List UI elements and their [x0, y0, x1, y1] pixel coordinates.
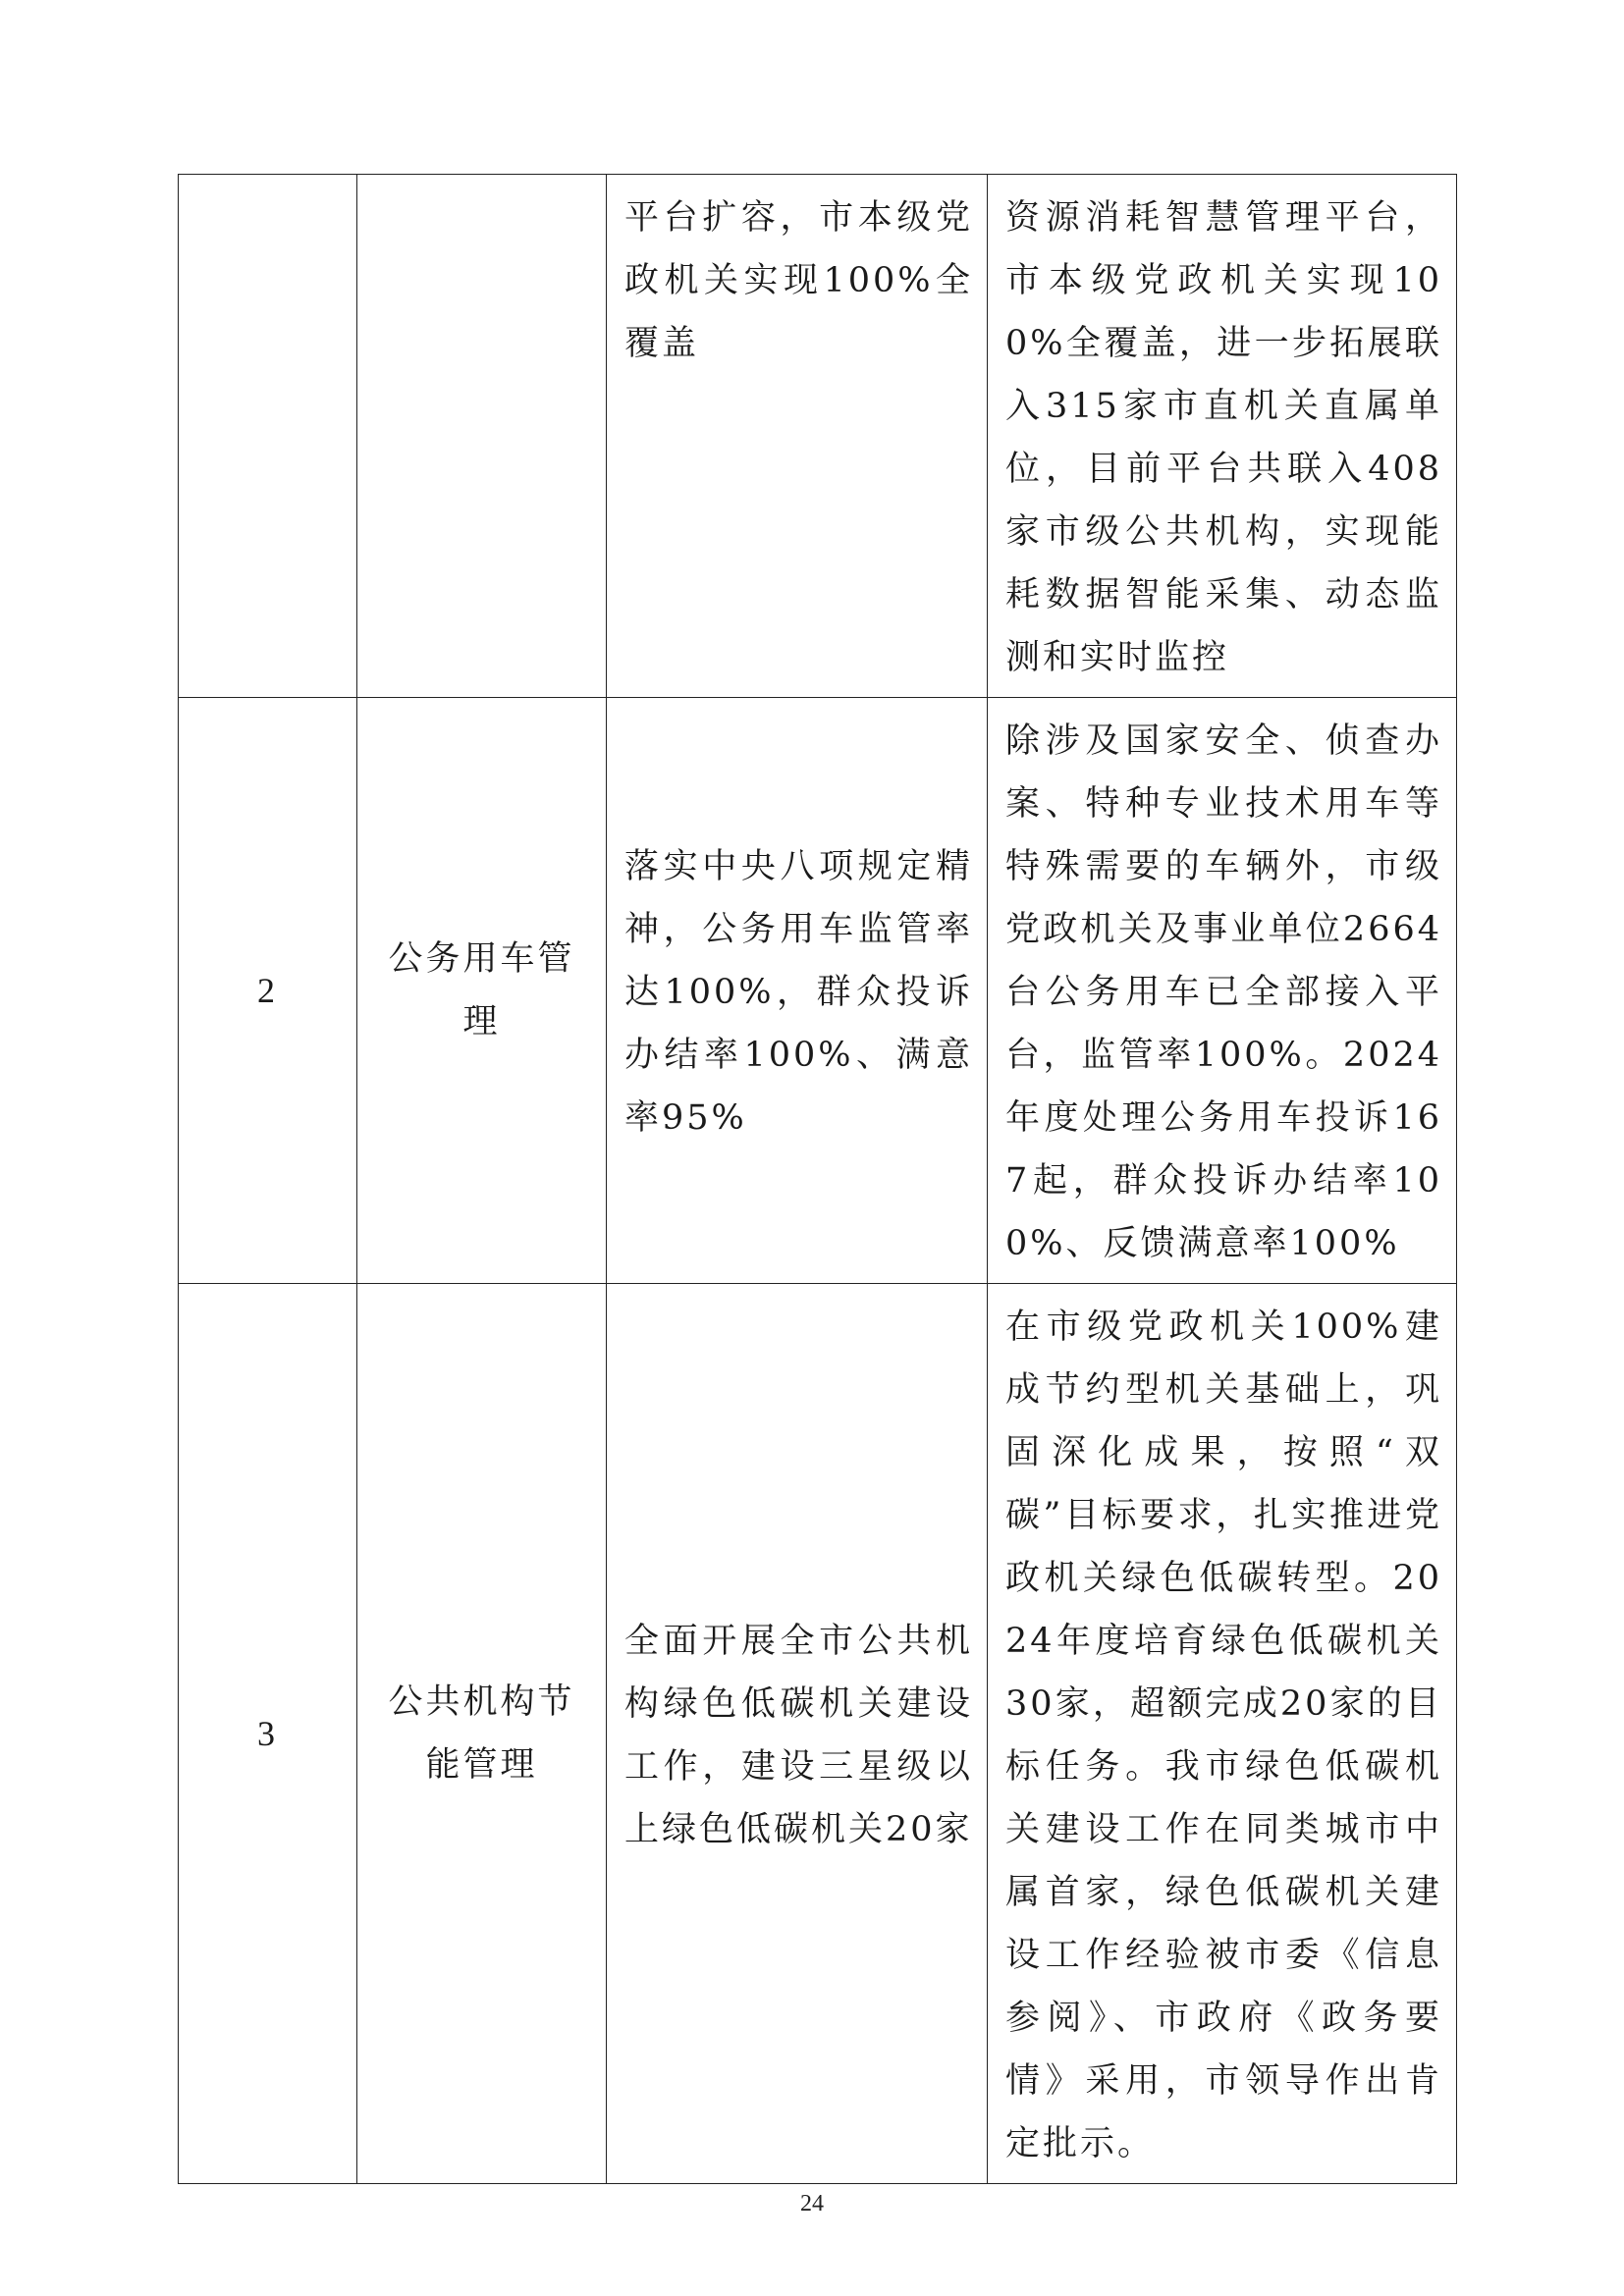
row-item [357, 175, 607, 698]
row-goal: 全面开展全市公共机构绿色低碳机关建设工作，建设三星级以上绿色低碳机关20家 [607, 1284, 988, 2184]
row-number: 3 [179, 1284, 357, 2184]
row-result: 资源消耗智慧管理平台，市本级党政机关实现100%全覆盖，进一步拓展联入315家市直机关直属单位，目前平台共联入408家市级公共机构，实现能耗数据智能采集、动态监测和实时监控 [988, 175, 1457, 698]
row-result: 除涉及国家安全、侦查办案、特种专业技术用车等特殊需要的车辆外，市级党政机关及事业单位2664台公务用车已全部接入平台，监管率100%。2024年度处理公务用车投诉167起，群众投诉办结率100%、反馈满意率100% [988, 698, 1457, 1284]
row-result: 在市级党政机关100%建成节约型机关基础上，巩固深化成果，按照“双碳”目标要求，扎实推进党政机关绿色低碳转型。2024年度培育绿色低碳机关30家，超额完成20家的目标任务。我市绿色低碳机关建设工作在同类城市中属首家，绿色低碳机关建设工作经验被市委《信息参阅》、市政府《政务要情》采用，市领导作出肯定批示。 [988, 1284, 1457, 2184]
row-goal: 落实中央八项规定精神，公务用车监管率达100%，群众投诉办结率100%、满意率95% [607, 698, 988, 1284]
page-number: 24 [800, 2191, 824, 2216]
row-number: 2 [179, 698, 357, 1284]
row-number [179, 175, 357, 698]
table-row [179, 698, 1457, 1284]
table-row [179, 1284, 1457, 2184]
row-item: 公共机构节能管理 [357, 1284, 607, 2184]
row-goal: 平台扩容，市本级党政机关实现100%全覆盖 [607, 175, 988, 698]
row-item: 公务用车管理 [357, 698, 607, 1284]
table-row [179, 175, 1457, 698]
work-summary-table [178, 174, 1457, 2184]
